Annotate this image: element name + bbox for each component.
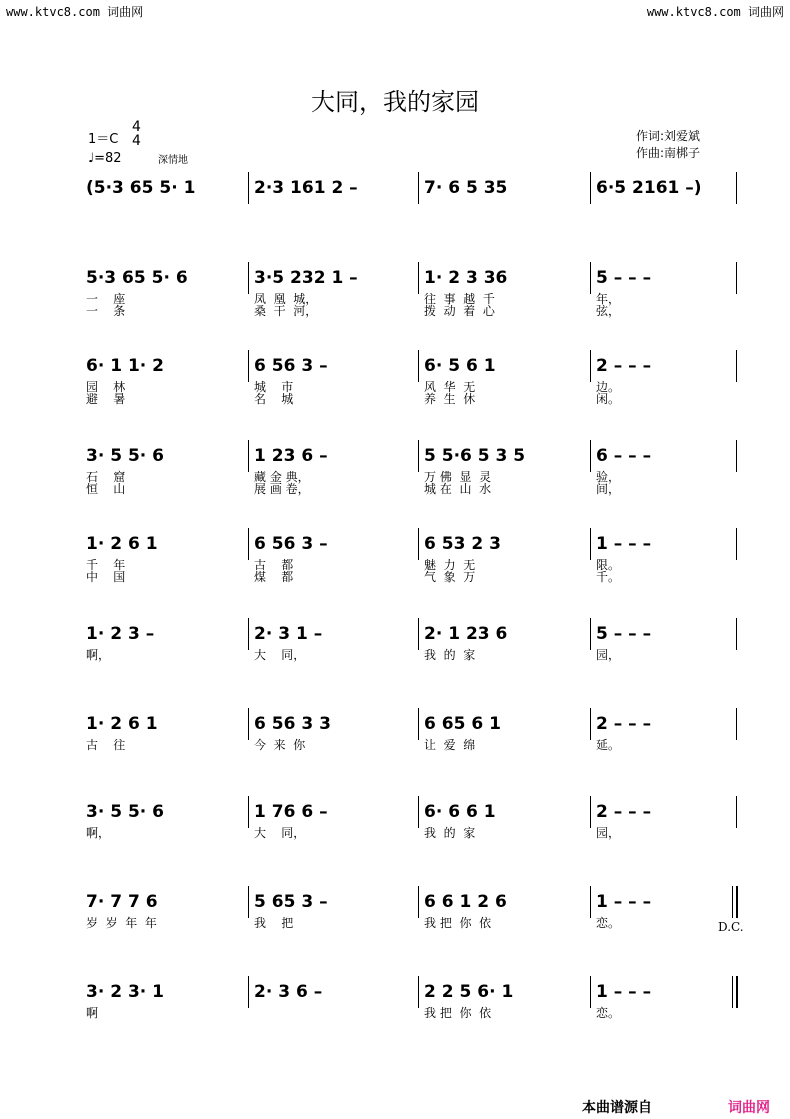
barline	[736, 618, 737, 650]
barline	[248, 172, 249, 204]
final-barline	[736, 976, 738, 1008]
measure-notes: 6 56 3 –	[254, 356, 328, 376]
barline	[418, 350, 419, 382]
measure-notes: 2· 3 1 –	[254, 624, 323, 644]
measure-notes: 3· 2 3· 1	[86, 982, 164, 1002]
lyric-verse-1: 园 林	[86, 380, 126, 394]
measure-notes: 1 – – –	[596, 982, 652, 1002]
measure-notes: 5 65 3 –	[254, 892, 328, 912]
lyric-verse-2: 拨 动 着 心	[424, 304, 495, 318]
measure-notes: 5 – – –	[596, 624, 652, 644]
lyric-verse-1: 大 同，	[254, 826, 306, 840]
barline	[736, 796, 737, 828]
composer: 作曲:南梆子	[636, 146, 701, 160]
measure-notes: 1· 2 6 1	[86, 534, 158, 554]
lyric-verse-1: 千 年	[86, 558, 126, 572]
lyric-verse-1: 延。	[596, 738, 621, 752]
barline	[418, 528, 419, 560]
lyric-verse-1: 啊，	[86, 826, 111, 840]
lyric-verse-1: 我 的 家	[424, 648, 476, 662]
lyric-verse-2: 弦，	[596, 304, 621, 318]
measure-notes: 6 6 1 2 6	[424, 892, 507, 912]
measure-notes: (5·3 65 5· 1	[86, 178, 196, 198]
measure-notes: 2· 3 6 –	[254, 982, 323, 1002]
measure-notes: 1 – – –	[596, 534, 652, 554]
barline	[736, 350, 737, 382]
lyric-verse-2: 气 象 万	[424, 570, 476, 584]
dc-mark: D.C.	[718, 920, 744, 934]
lyric-verse-2: 一 条	[86, 304, 126, 318]
barline	[418, 172, 419, 204]
lyric-verse-1: 年，	[596, 292, 621, 306]
barline	[418, 708, 419, 740]
lyric-verse-1: 恋。	[596, 1006, 621, 1020]
measure-notes: 1 – – –	[596, 892, 652, 912]
final-barline	[736, 886, 738, 918]
lyric-verse-2: 中 国	[86, 570, 126, 584]
measure-notes: 1 23 6 –	[254, 446, 328, 466]
barline	[590, 350, 591, 382]
lyric-verse-1: 往 事 越 千	[424, 292, 495, 306]
lyric-verse-1: 大 同，	[254, 648, 306, 662]
barline	[418, 886, 419, 918]
final-barline-thin	[732, 886, 733, 918]
lyric-verse-1: 凤 凰 城，	[254, 292, 318, 306]
time-signature	[132, 120, 141, 148]
lyric-verse-1: 园，	[596, 826, 621, 840]
expression-mark: 深情地	[158, 155, 188, 166]
barline	[248, 886, 249, 918]
barline	[590, 618, 591, 650]
lyric-verse-1: 验，	[596, 470, 621, 484]
measure-notes: 6· 5 6 1	[424, 356, 496, 376]
measure-notes: 1· 2 3 –	[86, 624, 155, 644]
measure-notes: 2· 1 23 6	[424, 624, 508, 644]
measure-notes: 7· 7 7 6	[86, 892, 158, 912]
site-watermark-left: www.ktvc8.com 词曲网	[6, 5, 144, 19]
lyric-verse-2: 展 画 卷，	[254, 482, 310, 496]
lyric-verse-1: 让 爱 绵	[424, 738, 476, 752]
lyric-verse-2: 恒 山	[86, 482, 126, 496]
lyric-verse-2: 间，	[596, 482, 621, 496]
lyric-verse-1: 藏 金 典，	[254, 470, 310, 484]
barline	[590, 886, 591, 918]
lyric-verse-2: 养 生 休	[424, 392, 476, 406]
lyric-verse-1: 限。	[596, 558, 621, 572]
lyric-verse-1: 啊	[86, 1006, 99, 1020]
barline	[590, 528, 591, 560]
lyric-verse-1: 今 来 你	[254, 738, 306, 752]
lyric-verse-2: 煤 都	[254, 570, 294, 584]
tempo-value: =82	[94, 151, 122, 166]
barline	[418, 262, 419, 294]
footer-brand-link[interactable]: 词曲网	[728, 1100, 770, 1116]
barline	[248, 708, 249, 740]
key-signature: 1＝C	[88, 132, 119, 147]
lyric-verse-1: 我 把 你 依	[424, 1006, 492, 1020]
lyric-verse-2: 名 城	[254, 392, 294, 406]
lyric-verse-2: 避 暑	[86, 392, 126, 406]
measure-notes: 2 – – –	[596, 714, 652, 734]
site-watermark-right: www.ktvc8.com 词曲网	[646, 5, 784, 19]
measure-notes: 6 53 2 3	[424, 534, 501, 554]
measure-notes: 2 – – –	[596, 356, 652, 376]
lyric-verse-1: 恋。	[596, 916, 621, 930]
lyric-verse-1: 岁 岁 年 年	[86, 916, 157, 930]
measure-notes: 6 56 3 –	[254, 534, 328, 554]
barline	[248, 350, 249, 382]
lyric-verse-1: 我 把 你 依	[424, 916, 492, 930]
measure-notes: 2·3 161 2 –	[254, 178, 358, 198]
barline	[248, 796, 249, 828]
measure-notes: 6 56 3 3	[254, 714, 331, 734]
measure-notes: 6· 1 1· 2	[86, 356, 164, 376]
time-numerator: 4	[132, 119, 141, 135]
lyric-verse-1: 古 都	[254, 558, 294, 572]
measure-notes: 6 – – –	[596, 446, 652, 466]
measure-notes: 7· 6 5 35	[424, 178, 508, 198]
lyric-verse-2: 桑 干 河，	[254, 304, 318, 318]
measure-notes: 1 76 6 –	[254, 802, 328, 822]
barline	[248, 528, 249, 560]
barline	[736, 440, 737, 472]
lyric-verse-1: 城 市	[254, 380, 294, 394]
lyric-verse-1: 风 华 无	[424, 380, 476, 394]
lyric-verse-1: 魅 力 无	[424, 558, 476, 572]
measure-notes: 2 2 5 6· 1	[424, 982, 514, 1002]
lyric-verse-1: 啊，	[86, 648, 111, 662]
barline	[590, 976, 591, 1008]
barline	[736, 528, 737, 560]
measure-notes: 3·5 232 1 –	[254, 268, 358, 288]
measure-notes: 2 – – –	[596, 802, 652, 822]
barline	[418, 440, 419, 472]
lyric-verse-2: 千。	[596, 570, 621, 584]
tempo-mark	[88, 151, 122, 166]
barline	[736, 708, 737, 740]
final-barline-thin	[732, 976, 733, 1008]
lyric-verse-2: 城 在 山 水	[424, 482, 492, 496]
measure-notes: 5·3 65 5· 6	[86, 268, 188, 288]
lyric-verse-2: 闲。	[596, 392, 621, 406]
time-denominator: 4	[132, 133, 141, 149]
measure-notes: 5 5·6 5 3 5	[424, 446, 526, 466]
measure-notes: 1· 2 3 36	[424, 268, 508, 288]
barline	[418, 976, 419, 1008]
barline	[590, 796, 591, 828]
footer-source: 本曲谱源自	[582, 1100, 652, 1116]
barline	[248, 440, 249, 472]
lyric-verse-1: 我 的 家	[424, 826, 476, 840]
measure-notes: 6· 6 6 1	[424, 802, 496, 822]
barline	[248, 262, 249, 294]
barline	[248, 976, 249, 1008]
barline	[418, 618, 419, 650]
measure-notes: 6·5 2161 –)	[596, 178, 702, 198]
lyric-verse-1: 边。	[596, 380, 621, 394]
lyric-verse-1: 我 把	[254, 916, 294, 930]
lyricist: 作词:刘爱斌	[636, 129, 701, 143]
lyric-verse-1: 古 往	[86, 738, 126, 752]
lyric-verse-1: 万 佛 显 灵	[424, 470, 492, 484]
measure-notes: 6 65 6 1	[424, 714, 501, 734]
measure-notes: 3· 5 5· 6	[86, 446, 164, 466]
measure-notes: 3· 5 5· 6	[86, 802, 164, 822]
measure-notes: 5 – – –	[596, 268, 652, 288]
barline	[248, 618, 249, 650]
measure-notes: 1· 2 6 1	[86, 714, 158, 734]
barline	[590, 262, 591, 294]
quarter-note-icon: ♩	[88, 151, 95, 166]
barline	[736, 172, 737, 204]
barline	[736, 262, 737, 294]
barline	[418, 796, 419, 828]
barline	[590, 440, 591, 472]
lyric-verse-1: 一 座	[86, 292, 126, 306]
song-title: 大同，我的家园	[311, 88, 479, 116]
lyric-verse-1: 石 窟	[86, 470, 126, 484]
barline	[590, 172, 591, 204]
barline	[590, 708, 591, 740]
lyric-verse-1: 园，	[596, 648, 621, 662]
